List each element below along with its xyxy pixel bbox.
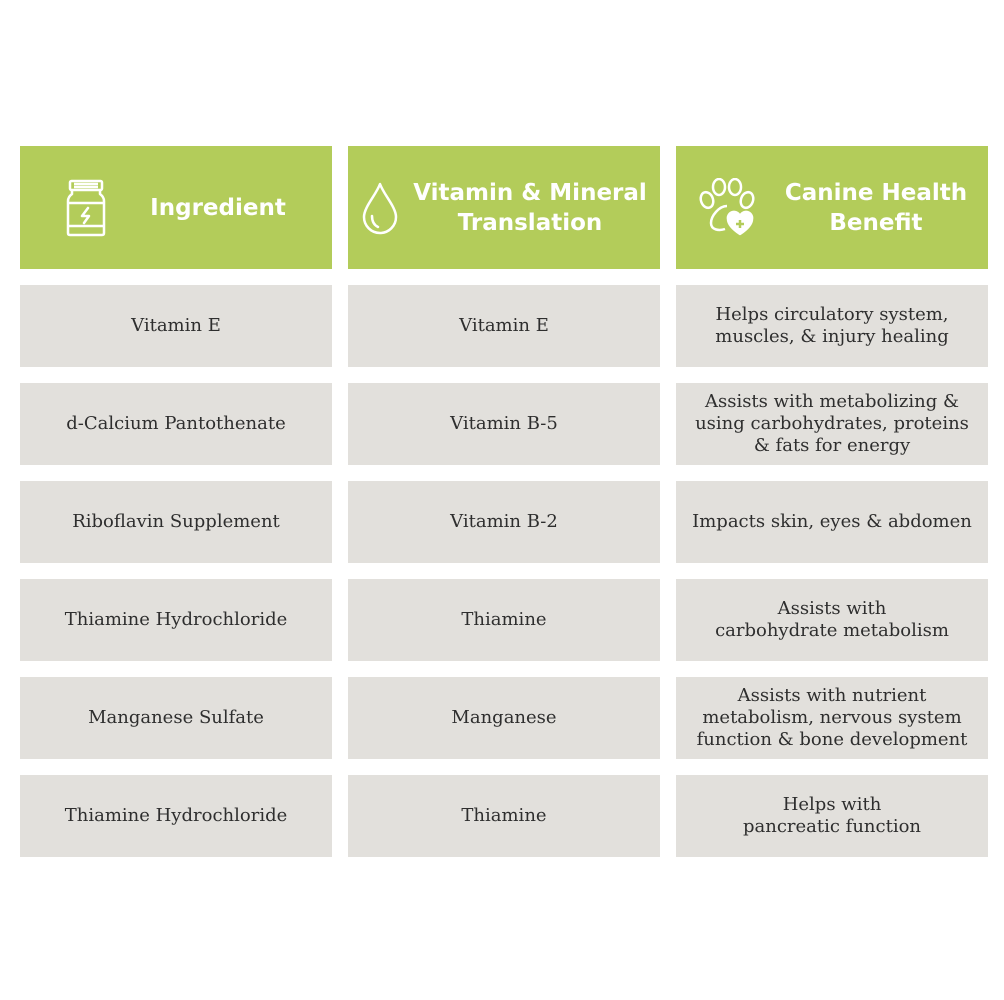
table-cell-benefit (676, 481, 988, 563)
benefit-line: Impacts skin, eyes & abdomen (692, 511, 972, 532)
table-cell-ingredient: Riboflavin Supplement (20, 481, 332, 563)
paw-heart-icon (697, 178, 759, 238)
header-translation-line1: Vitamin & Mineral (413, 179, 647, 206)
table-cell-translation: Manganese (348, 677, 660, 759)
benefit-line: & fats for energy (753, 435, 911, 456)
table-cell-translation: Vitamin B-5 (348, 383, 660, 465)
table-cell-ingredient: Thiamine Hydrochloride (20, 579, 332, 661)
table-cell-ingredient: Vitamin E (20, 285, 332, 367)
table-cell-ingredient: Thiamine Hydrochloride (20, 775, 332, 857)
table-cell-translation: Vitamin B-2 (348, 481, 660, 563)
benefit-line: carbohydrate metabolism (715, 620, 949, 641)
water-drop-icon (361, 181, 399, 235)
header-translation-line2: Translation (457, 209, 603, 236)
benefit-line: Helps circulatory system, (715, 304, 949, 325)
header-ingredient-label: Ingredient (150, 194, 286, 221)
benefit-line: function & bone development (696, 729, 968, 750)
benefit-line: using carbohydrates, proteins (695, 413, 969, 434)
table-cell-translation: Thiamine (348, 775, 660, 857)
header-benefit (676, 146, 988, 269)
table-cell-benefit (676, 677, 988, 759)
table-cell-translation: Thiamine (348, 579, 660, 661)
table-cell-benefit (676, 579, 988, 661)
table-cell-ingredient: d-Calcium Pantothenate (20, 383, 332, 465)
ingredient-table (20, 146, 988, 857)
benefit-line: Assists with nutrient (737, 685, 927, 706)
benefit-line: Helps with (782, 794, 882, 815)
table-cell-benefit (676, 775, 988, 857)
header-benefit-line1: Canine Health (784, 179, 968, 206)
header-benefit-label (785, 178, 967, 238)
supplement-bottle-icon (66, 179, 106, 237)
table-cell-benefit (676, 285, 988, 367)
benefit-line: Assists with (777, 598, 887, 619)
header-translation (348, 146, 660, 269)
benefit-line: Assists with metabolizing & (704, 391, 959, 412)
table-cell-ingredient: Manganese Sulfate (20, 677, 332, 759)
header-translation-label (413, 178, 647, 238)
benefit-line: pancreatic function (742, 816, 922, 837)
header-ingredient (20, 146, 332, 269)
benefit-line: muscles, & injury healing (715, 326, 949, 347)
table-cell-translation: Vitamin E (348, 285, 660, 367)
header-benefit-line2: Benefit (829, 209, 923, 236)
benefit-line: metabolism, nervous system (702, 707, 962, 728)
table-cell-benefit (676, 383, 988, 465)
